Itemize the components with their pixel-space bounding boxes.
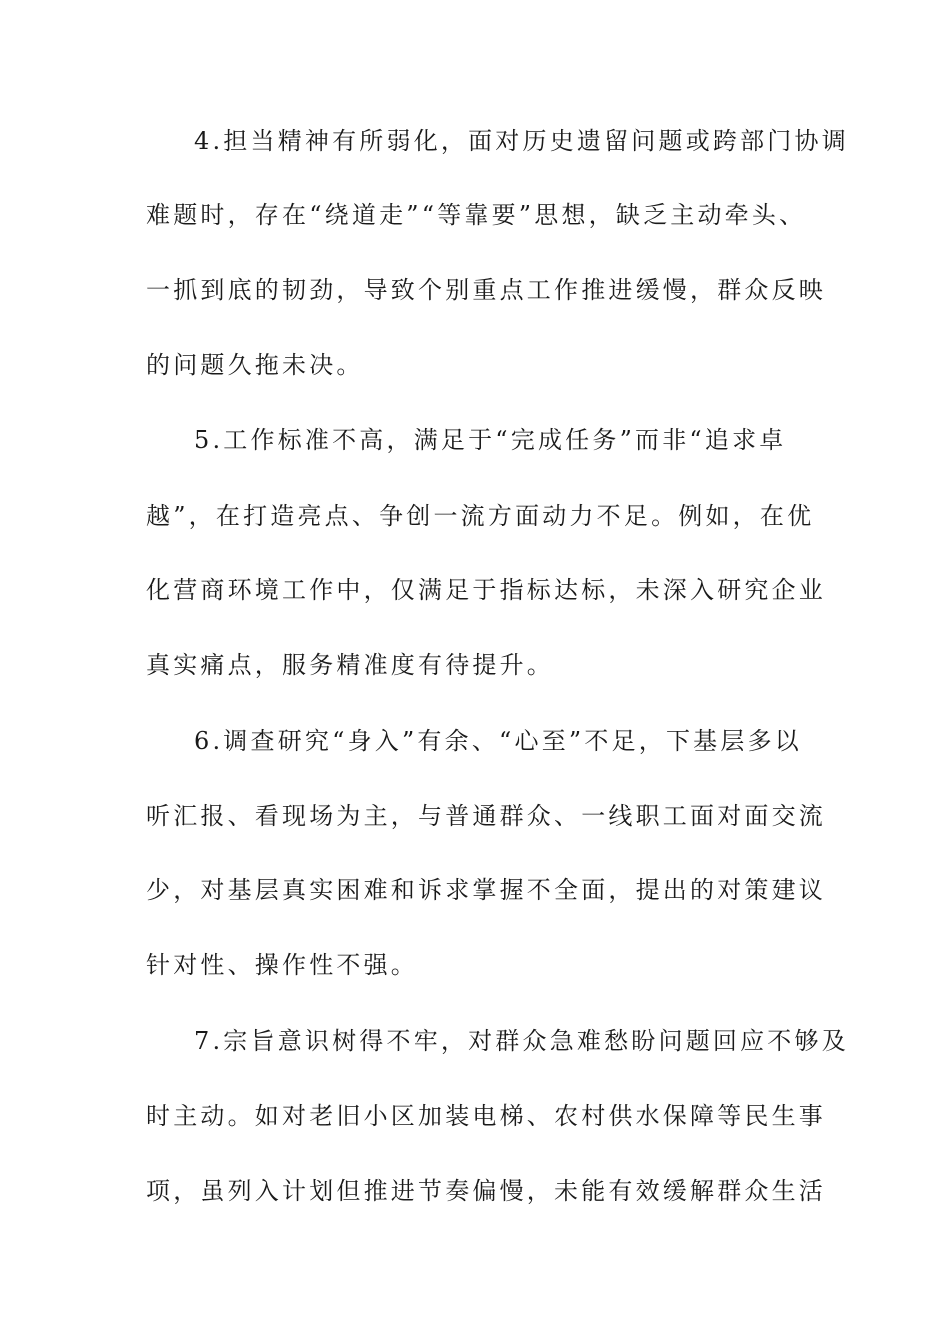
paragraph-5-line-1: 5.工作标准不高，满足于“完成任务”而非“追求卓 [194,426,787,454]
paragraph-7-line-2: 时主动。如对老旧小区加装电梯、农村供水保障等民生事 [146,1102,826,1130]
paragraph-6-line-2: 听汇报、看现场为主，与普通群众、一线职工面对面交流 [146,802,826,830]
paragraph-7-line-1: 7.宗旨意识树得不牢，对群众急难愁盼问题回应不够及 [194,1027,849,1055]
paragraph-6-line-3: 少，对基层真实困难和诉求掌握不全面，提出的对策建议 [146,876,826,904]
paragraph-6-line-4: 针对性、操作性不强。 [146,951,418,979]
paragraph-4-line-1: 4.担当精神有所弱化，面对历史遗留问题或跨部门协调 [194,127,849,155]
paragraph-5-line-2: 越”，在打造亮点、争创一流方面动力不足。例如，在优 [146,502,815,530]
paragraph-4-line-2: 难题时，存在“绕道走”“等靠要”思想，缺乏主动牵头、 [146,201,807,229]
paragraph-6-line-1: 6.调查研究“身入”有余、“心至”不足，下基层多以 [194,727,802,755]
paragraph-5-line-4: 真实痛点，服务精准度有待提升。 [146,651,554,679]
paragraph-4-line-4: 的问题久拖未决。 [146,351,364,379]
paragraph-4-line-3: 一抓到底的韧劲，导致个别重点工作推进缓慢，群众反映 [146,276,826,304]
paragraph-7-line-3: 项，虽列入计划但推进节奏偏慢，未能有效缓解群众生活 [146,1177,826,1205]
paragraph-5-line-3: 化营商环境工作中，仅满足于指标达标，未深入研究企业 [146,576,826,604]
